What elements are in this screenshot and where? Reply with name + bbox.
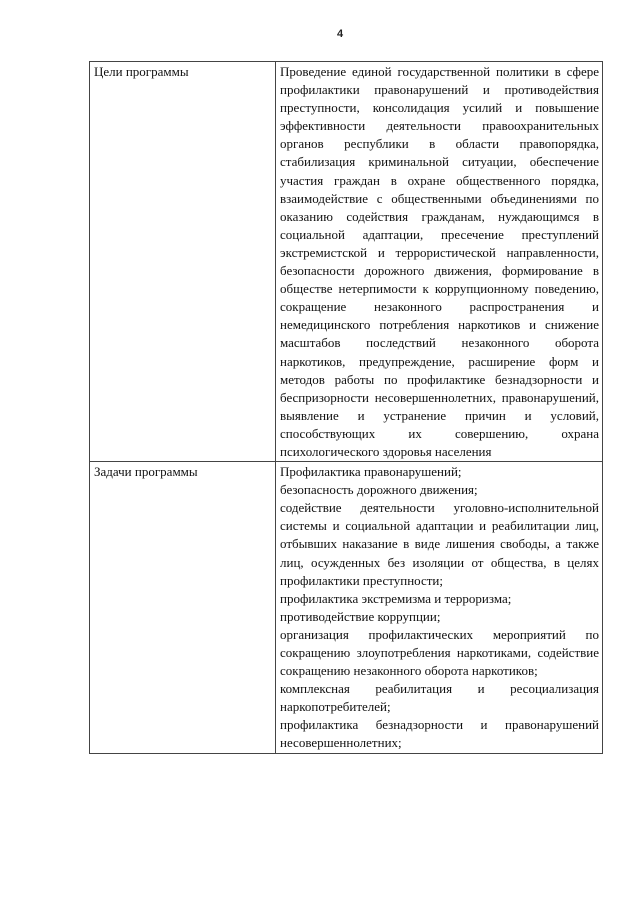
program-passport-table bbox=[89, 61, 603, 754]
task-item: комплексная реабилитация и ресоциализация наркопотребителей; bbox=[280, 681, 599, 715]
task-item: противодействие коррупции; bbox=[280, 608, 441, 624]
tasks-list bbox=[276, 462, 603, 754]
task-item: Профилактика правонарушений; bbox=[280, 464, 462, 480]
goals-text: Проведение единой государственной политики в сфере профилактики правонарушений и противодействия преступности, консолидация усилий и повышение эффективности деятельности правоохранительных органов республики в области правопорядка, стабилизация криминальной ситуации, обеспечение участия граждан в охране общественного порядка, взаимодействие с общественными объединениями по оказанию содействия гражданам, нуждающимся в социальной адаптации, пресечение преступлений экстремистской и террористической направленности, безопасности дорожного движения, формирование в обществе нетерпимости к коррупционному поведению, сокращение незаконного распространения и немедицинского потребления наркотиков и снижение масштабов последствий незаконного оборота наркотиков, предупреждение, расширение форм и методов работы по профилактике безнадзорности и беспризорности несовершеннолетних, правонарушений, выявление и устранение причин и условий, способствующих их совершению, охрана психологического здоровья населения bbox=[276, 62, 603, 462]
task-item: содействие деятельности уголовно-исполнительной системы и социальной адаптации и реабилитации лиц, отбывших наказание в виде лишения свободы, а также лиц, осужденных без изоляции от общества, в целях профилактики преступности; bbox=[280, 500, 599, 588]
table-row-tasks bbox=[90, 462, 603, 754]
task-item: профилактика экстремизма и терроризма; bbox=[280, 590, 512, 606]
tasks-label: Задачи программы bbox=[90, 462, 276, 754]
task-item: организация профилактических мероприятий по сокращению злоупотребления наркотиками, содействие сокращению незаконного оборота наркотиков; bbox=[280, 626, 599, 679]
page-number: 4 bbox=[336, 28, 344, 40]
task-item: безопасность дорожного движения; bbox=[280, 482, 478, 498]
goals-label: Цели программы bbox=[90, 62, 276, 462]
table-row-goals bbox=[90, 62, 603, 462]
task-item: профилактика безнадзорности и правонарушений несовершеннолетних; bbox=[280, 717, 599, 751]
